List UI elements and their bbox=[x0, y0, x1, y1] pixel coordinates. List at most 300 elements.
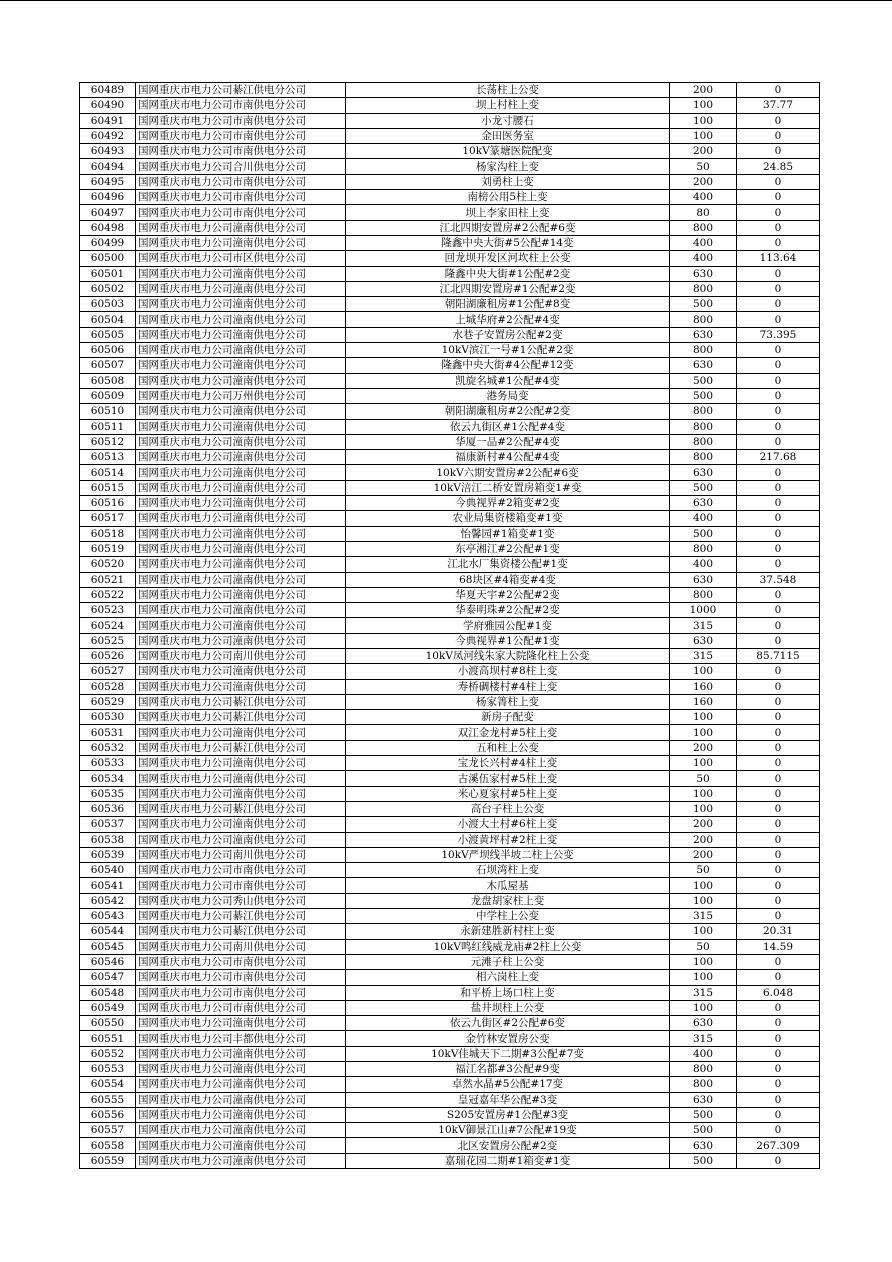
table-row bbox=[80, 434, 820, 449]
cell-capacity: 500 bbox=[670, 297, 737, 312]
cell-company: 国网重庆市电力公司市南供电分公司 bbox=[136, 190, 346, 205]
cell-capacity: 630 bbox=[670, 266, 737, 281]
cell-transformer-name: 元滩子柱上公变 bbox=[346, 954, 670, 969]
cell-transformer-name: 杨家箐柱上变 bbox=[346, 694, 670, 709]
cell-company: 国网重庆市电力公司潼南供电分公司 bbox=[136, 618, 346, 633]
cell-id: 60543 bbox=[80, 909, 136, 924]
cell-transformer-name: 朝阳湖廉租房#1公配#8变 bbox=[346, 297, 670, 312]
cell-id: 60552 bbox=[80, 1046, 136, 1061]
cell-id: 60540 bbox=[80, 863, 136, 878]
cell-transformer-name: 68块区#4箱变#4变 bbox=[346, 572, 670, 587]
cell-company: 国网重庆市电力公司南川供电分公司 bbox=[136, 648, 346, 663]
table-row bbox=[80, 1092, 820, 1107]
table-row bbox=[80, 970, 820, 985]
cell-transformer-name: 上城华府#2公配#4变 bbox=[346, 312, 670, 327]
cell-value: 0 bbox=[737, 113, 820, 128]
table-row bbox=[80, 557, 820, 572]
cell-capacity: 50 bbox=[670, 771, 737, 786]
table-row bbox=[80, 1077, 820, 1092]
cell-id: 60541 bbox=[80, 878, 136, 893]
table-row bbox=[80, 526, 820, 541]
table-row bbox=[80, 664, 820, 679]
cell-id: 60523 bbox=[80, 603, 136, 618]
cell-id: 60498 bbox=[80, 220, 136, 235]
cell-capacity: 500 bbox=[670, 373, 737, 388]
cell-transformer-name: 相六岗柱上变 bbox=[346, 970, 670, 985]
cell-company: 国网重庆市电力公司潼南供电分公司 bbox=[136, 1107, 346, 1122]
cell-capacity: 50 bbox=[670, 863, 737, 878]
cell-company: 国网重庆市电力公司潼南供电分公司 bbox=[136, 1077, 346, 1092]
cell-id: 60544 bbox=[80, 924, 136, 939]
cell-company: 国网重庆市电力公司市南供电分公司 bbox=[136, 174, 346, 189]
cell-value: 0 bbox=[737, 83, 820, 98]
cell-company: 国网重庆市电力公司丰都供电分公司 bbox=[136, 1031, 346, 1046]
cell-value: 0 bbox=[737, 817, 820, 832]
cell-value: 0 bbox=[737, 618, 820, 633]
cell-id: 60499 bbox=[80, 235, 136, 250]
cell-company: 国网重庆市电力公司潼南供电分公司 bbox=[136, 725, 346, 740]
cell-value: 0 bbox=[737, 710, 820, 725]
cell-id: 60548 bbox=[80, 985, 136, 1000]
cell-company: 国网重庆市电力公司潼南供电分公司 bbox=[136, 633, 346, 648]
table-row bbox=[80, 1031, 820, 1046]
table-row bbox=[80, 174, 820, 189]
table-row bbox=[80, 220, 820, 235]
cell-value: 217.68 bbox=[737, 450, 820, 465]
cell-capacity: 200 bbox=[670, 740, 737, 755]
table-row bbox=[80, 312, 820, 327]
cell-value: 0 bbox=[737, 1107, 820, 1122]
cell-capacity: 630 bbox=[670, 1092, 737, 1107]
cell-value: 0 bbox=[737, 496, 820, 511]
cell-company: 国网重庆市电力公司市南供电分公司 bbox=[136, 954, 346, 969]
cell-id: 60507 bbox=[80, 358, 136, 373]
cell-id: 60539 bbox=[80, 847, 136, 862]
cell-value: 0 bbox=[737, 511, 820, 526]
table-row bbox=[80, 893, 820, 908]
cell-transformer-name: 木瓜屋基 bbox=[346, 878, 670, 893]
cell-id: 60550 bbox=[80, 1016, 136, 1031]
cell-value: 0 bbox=[737, 465, 820, 480]
cell-id: 60503 bbox=[80, 297, 136, 312]
cell-transformer-name: 今典视界#2箱变#2变 bbox=[346, 496, 670, 511]
table-row bbox=[80, 205, 820, 220]
cell-transformer-name: 坝上李家田柱上变 bbox=[346, 205, 670, 220]
cell-id: 60502 bbox=[80, 281, 136, 296]
cell-capacity: 500 bbox=[670, 1123, 737, 1138]
cell-value: 0 bbox=[737, 480, 820, 495]
cell-id: 60514 bbox=[80, 465, 136, 480]
cell-company: 国网重庆市电力公司合川供电分公司 bbox=[136, 159, 346, 174]
cell-id: 60517 bbox=[80, 511, 136, 526]
cell-transformer-name: 10kV佳城天下二期#3公配#7变 bbox=[346, 1046, 670, 1061]
table-row bbox=[80, 83, 820, 98]
table-row bbox=[80, 1123, 820, 1138]
cell-value: 0 bbox=[737, 954, 820, 969]
cell-id: 60536 bbox=[80, 801, 136, 816]
cell-company: 国网重庆市电力公司潼南供电分公司 bbox=[136, 266, 346, 281]
cell-value: 37.548 bbox=[737, 572, 820, 587]
cell-company: 国网重庆市电力公司市南供电分公司 bbox=[136, 113, 346, 128]
cell-transformer-name: 华泰明珠#2公配#2变 bbox=[346, 603, 670, 618]
table-row bbox=[80, 343, 820, 358]
table-row bbox=[80, 98, 820, 113]
cell-capacity: 100 bbox=[670, 1000, 737, 1015]
cell-capacity: 200 bbox=[670, 83, 737, 98]
table-row bbox=[80, 281, 820, 296]
cell-id: 60510 bbox=[80, 404, 136, 419]
cell-id: 60538 bbox=[80, 832, 136, 847]
cell-capacity: 800 bbox=[670, 450, 737, 465]
cell-transformer-name: 依云九街区#2公配#6变 bbox=[346, 1016, 670, 1031]
cell-capacity: 50 bbox=[670, 159, 737, 174]
cell-value: 6.048 bbox=[737, 985, 820, 1000]
cell-id: 60496 bbox=[80, 190, 136, 205]
cell-transformer-name: 隆鑫中央大街#4公配#12变 bbox=[346, 358, 670, 373]
cell-company: 国网重庆市电力公司潼南供电分公司 bbox=[136, 1153, 346, 1168]
cell-company: 国网重庆市电力公司市南供电分公司 bbox=[136, 985, 346, 1000]
cell-value: 0 bbox=[737, 235, 820, 250]
cell-company: 国网重庆市电力公司綦江供电分公司 bbox=[136, 740, 346, 755]
cell-value: 0 bbox=[737, 266, 820, 281]
cell-id: 60515 bbox=[80, 480, 136, 495]
table-row bbox=[80, 1000, 820, 1015]
cell-capacity: 800 bbox=[670, 220, 737, 235]
table-row bbox=[80, 1062, 820, 1077]
cell-capacity: 800 bbox=[670, 587, 737, 602]
cell-id: 60554 bbox=[80, 1077, 136, 1092]
table-row bbox=[80, 373, 820, 388]
cell-company: 国网重庆市电力公司潼南供电分公司 bbox=[136, 358, 346, 373]
cell-value: 14.59 bbox=[737, 939, 820, 954]
cell-capacity: 100 bbox=[670, 725, 737, 740]
table-row bbox=[80, 725, 820, 740]
cell-value: 0 bbox=[737, 358, 820, 373]
cell-id: 60531 bbox=[80, 725, 136, 740]
cell-value: 0 bbox=[737, 144, 820, 159]
cell-transformer-name: 嘉瑞花园二期#1箱变#1变 bbox=[346, 1153, 670, 1168]
table-row bbox=[80, 954, 820, 969]
cell-transformer-name: 金竹林安置房公变 bbox=[346, 1031, 670, 1046]
cell-id: 60501 bbox=[80, 266, 136, 281]
table-row bbox=[80, 985, 820, 1000]
cell-value: 0 bbox=[737, 205, 820, 220]
cell-capacity: 800 bbox=[670, 404, 737, 419]
cell-capacity: 100 bbox=[670, 970, 737, 985]
cell-capacity: 400 bbox=[670, 251, 737, 266]
table-row bbox=[80, 419, 820, 434]
table-row bbox=[80, 1046, 820, 1061]
cell-id: 60522 bbox=[80, 587, 136, 602]
cell-company: 国网重庆市电力公司潼南供电分公司 bbox=[136, 281, 346, 296]
table-row bbox=[80, 465, 820, 480]
table-row bbox=[80, 710, 820, 725]
table-row bbox=[80, 909, 820, 924]
table-row bbox=[80, 450, 820, 465]
cell-transformer-name: 华夏天宇#2公配#2变 bbox=[346, 587, 670, 602]
cell-capacity: 1000 bbox=[670, 603, 737, 618]
cell-company: 国网重庆市电力公司綦江供电分公司 bbox=[136, 83, 346, 98]
table-row bbox=[80, 648, 820, 663]
cell-transformer-name: 朝阳湖廉租房#2公配#2变 bbox=[346, 404, 670, 419]
cell-value: 0 bbox=[737, 694, 820, 709]
cell-company: 国网重庆市电力公司潼南供电分公司 bbox=[136, 1016, 346, 1031]
cell-transformer-name: 10kV篆塘医院配变 bbox=[346, 144, 670, 159]
cell-value: 0 bbox=[737, 1016, 820, 1031]
cell-value: 0 bbox=[737, 1062, 820, 1077]
table-row bbox=[80, 603, 820, 618]
cell-value: 0 bbox=[737, 557, 820, 572]
cell-id: 60527 bbox=[80, 664, 136, 679]
cell-id: 60555 bbox=[80, 1092, 136, 1107]
table-row bbox=[80, 924, 820, 939]
cell-transformer-name: 10kV凤河线朱家大院隆化柱上公变 bbox=[346, 648, 670, 663]
cell-capacity: 800 bbox=[670, 343, 737, 358]
cell-transformer-name: 10kV鸣红线威龙庙#2柱上公变 bbox=[346, 939, 670, 954]
cell-value: 0 bbox=[737, 633, 820, 648]
cell-id: 60553 bbox=[80, 1062, 136, 1077]
cell-transformer-name: 和平桥上场口柱上变 bbox=[346, 985, 670, 1000]
cell-transformer-name: 新房子配变 bbox=[346, 710, 670, 725]
cell-transformer-name: 10kV六期安置房#2公配#6变 bbox=[346, 465, 670, 480]
cell-id: 60549 bbox=[80, 1000, 136, 1015]
cell-capacity: 630 bbox=[670, 358, 737, 373]
cell-id: 60506 bbox=[80, 343, 136, 358]
cell-value: 0 bbox=[737, 174, 820, 189]
cell-capacity: 500 bbox=[670, 1153, 737, 1168]
cell-transformer-name: 水巷子安置房公配#2变 bbox=[346, 327, 670, 342]
cell-company: 国网重庆市电力公司秀山供电分公司 bbox=[136, 893, 346, 908]
cell-transformer-name: 福江名都#3公配#9变 bbox=[346, 1062, 670, 1077]
cell-transformer-name: 凯旋名城#1公配#4变 bbox=[346, 373, 670, 388]
table-row bbox=[80, 740, 820, 755]
cell-id: 60529 bbox=[80, 694, 136, 709]
cell-id: 60489 bbox=[80, 83, 136, 98]
cell-value: 0 bbox=[737, 679, 820, 694]
table-row bbox=[80, 786, 820, 801]
cell-capacity: 315 bbox=[670, 1031, 737, 1046]
cell-company: 国网重庆市电力公司潼南供电分公司 bbox=[136, 297, 346, 312]
cell-company: 国网重庆市电力公司潼南供电分公司 bbox=[136, 832, 346, 847]
cell-company: 国网重庆市电力公司綦江供电分公司 bbox=[136, 924, 346, 939]
cell-transformer-name: 农业局集资楼箱变#1变 bbox=[346, 511, 670, 526]
cell-capacity: 400 bbox=[670, 557, 737, 572]
cell-id: 60497 bbox=[80, 205, 136, 220]
cell-company: 国网重庆市电力公司綦江供电分公司 bbox=[136, 909, 346, 924]
cell-transformer-name: 古溪伍家村#5柱上变 bbox=[346, 771, 670, 786]
cell-transformer-name: S205安置房#1公配#3变 bbox=[346, 1107, 670, 1122]
cell-capacity: 315 bbox=[670, 909, 737, 924]
cell-id: 60559 bbox=[80, 1153, 136, 1168]
cell-transformer-name: 中学柱上公变 bbox=[346, 909, 670, 924]
cell-id: 60542 bbox=[80, 893, 136, 908]
cell-id: 60519 bbox=[80, 541, 136, 556]
cell-capacity: 100 bbox=[670, 664, 737, 679]
table-row bbox=[80, 939, 820, 954]
table-row bbox=[80, 388, 820, 403]
transformer-table bbox=[79, 82, 820, 1169]
cell-value: 0 bbox=[737, 312, 820, 327]
table-row bbox=[80, 327, 820, 342]
cell-capacity: 315 bbox=[670, 618, 737, 633]
cell-value: 0 bbox=[737, 128, 820, 143]
cell-capacity: 50 bbox=[670, 939, 737, 954]
cell-id: 60495 bbox=[80, 174, 136, 189]
cell-id: 60513 bbox=[80, 450, 136, 465]
cell-transformer-name: 小渡大土村#6柱上变 bbox=[346, 817, 670, 832]
cell-company: 国网重庆市电力公司市南供电分公司 bbox=[136, 128, 346, 143]
table-row bbox=[80, 679, 820, 694]
cell-id: 60556 bbox=[80, 1107, 136, 1122]
cell-value: 0 bbox=[737, 434, 820, 449]
table-row bbox=[80, 863, 820, 878]
cell-value: 0 bbox=[737, 756, 820, 771]
table-body bbox=[80, 83, 820, 1169]
cell-value: 0 bbox=[737, 373, 820, 388]
cell-company: 国网重庆市电力公司潼南供电分公司 bbox=[136, 679, 346, 694]
cell-value: 0 bbox=[737, 725, 820, 740]
cell-id: 60518 bbox=[80, 526, 136, 541]
cell-id: 60492 bbox=[80, 128, 136, 143]
cell-value: 0 bbox=[737, 847, 820, 862]
cell-capacity: 630 bbox=[670, 1016, 737, 1031]
cell-company: 国网重庆市电力公司潼南供电分公司 bbox=[136, 434, 346, 449]
cell-id: 60490 bbox=[80, 98, 136, 113]
cell-capacity: 100 bbox=[670, 113, 737, 128]
cell-id: 60525 bbox=[80, 633, 136, 648]
cell-value: 0 bbox=[737, 786, 820, 801]
table-row bbox=[80, 266, 820, 281]
cell-company: 国网重庆市电力公司市区供电分公司 bbox=[136, 251, 346, 266]
cell-capacity: 800 bbox=[670, 1062, 737, 1077]
cell-value: 0 bbox=[737, 526, 820, 541]
table-row bbox=[80, 832, 820, 847]
cell-id: 60516 bbox=[80, 496, 136, 511]
cell-company: 国网重庆市电力公司潼南供电分公司 bbox=[136, 1138, 346, 1153]
cell-transformer-name: 依云九街区#1公配#4变 bbox=[346, 419, 670, 434]
cell-value: 24.85 bbox=[737, 159, 820, 174]
cell-id: 60505 bbox=[80, 327, 136, 342]
cell-capacity: 800 bbox=[670, 312, 737, 327]
cell-company: 国网重庆市电力公司潼南供电分公司 bbox=[136, 1123, 346, 1138]
table-row bbox=[80, 771, 820, 786]
cell-company: 国网重庆市电力公司市南供电分公司 bbox=[136, 863, 346, 878]
cell-transformer-name: 北区安置房公配#2变 bbox=[346, 1138, 670, 1153]
cell-id: 60558 bbox=[80, 1138, 136, 1153]
cell-transformer-name: 坝上村柱上变 bbox=[346, 98, 670, 113]
cell-capacity: 200 bbox=[670, 144, 737, 159]
cell-company: 国网重庆市电力公司潼南供电分公司 bbox=[136, 526, 346, 541]
cell-capacity: 315 bbox=[670, 648, 737, 663]
cell-value: 0 bbox=[737, 863, 820, 878]
cell-transformer-name: 杨家沟柱上变 bbox=[346, 159, 670, 174]
table-row bbox=[80, 572, 820, 587]
cell-value: 0 bbox=[737, 220, 820, 235]
cell-transformer-name: 小龙寸腰石 bbox=[346, 113, 670, 128]
cell-capacity: 100 bbox=[670, 128, 737, 143]
cell-capacity: 630 bbox=[670, 465, 737, 480]
cell-id: 60551 bbox=[80, 1031, 136, 1046]
cell-transformer-name: 米心夏家村#5柱上变 bbox=[346, 786, 670, 801]
page-top-rule bbox=[0, 0, 892, 1]
cell-capacity: 100 bbox=[670, 893, 737, 908]
table-row bbox=[80, 358, 820, 373]
cell-transformer-name: 寿桥碉楼村#4柱上变 bbox=[346, 679, 670, 694]
cell-value: 20.31 bbox=[737, 924, 820, 939]
cell-company: 国网重庆市电力公司潼南供电分公司 bbox=[136, 496, 346, 511]
cell-capacity: 400 bbox=[670, 190, 737, 205]
cell-capacity: 200 bbox=[670, 817, 737, 832]
cell-company: 国网重庆市电力公司潼南供电分公司 bbox=[136, 480, 346, 495]
cell-company: 国网重庆市电力公司潼南供电分公司 bbox=[136, 756, 346, 771]
cell-capacity: 500 bbox=[670, 388, 737, 403]
cell-value: 73.395 bbox=[737, 327, 820, 342]
table-row bbox=[80, 235, 820, 250]
table-row bbox=[80, 633, 820, 648]
cell-value: 37.77 bbox=[737, 98, 820, 113]
cell-capacity: 100 bbox=[670, 786, 737, 801]
cell-transformer-name: 东亭湘江#2公配#1变 bbox=[346, 541, 670, 556]
cell-transformer-name: 卓然水晶#5公配#17变 bbox=[346, 1077, 670, 1092]
cell-id: 60508 bbox=[80, 373, 136, 388]
cell-value: 0 bbox=[737, 970, 820, 985]
cell-value: 0 bbox=[737, 419, 820, 434]
table-row bbox=[80, 801, 820, 816]
cell-company: 国网重庆市电力公司潼南供电分公司 bbox=[136, 1046, 346, 1061]
cell-transformer-name: 回龙坝开发区河坎柱上公变 bbox=[346, 251, 670, 266]
cell-id: 60546 bbox=[80, 954, 136, 969]
table-row bbox=[80, 144, 820, 159]
cell-transformer-name: 皇冠嘉年华公配#3变 bbox=[346, 1092, 670, 1107]
table-row bbox=[80, 847, 820, 862]
cell-capacity: 400 bbox=[670, 235, 737, 250]
cell-capacity: 100 bbox=[670, 801, 737, 816]
cell-transformer-name: 港务局变 bbox=[346, 388, 670, 403]
cell-company: 国网重庆市电力公司南川供电分公司 bbox=[136, 939, 346, 954]
cell-transformer-name: 隆鑫中央大街#1公配#2变 bbox=[346, 266, 670, 281]
cell-id: 60500 bbox=[80, 251, 136, 266]
cell-company: 国网重庆市电力公司潼南供电分公司 bbox=[136, 817, 346, 832]
cell-company: 国网重庆市电力公司市南供电分公司 bbox=[136, 144, 346, 159]
table-row bbox=[80, 159, 820, 174]
cell-capacity: 500 bbox=[670, 1107, 737, 1122]
table-row bbox=[80, 1016, 820, 1031]
table-row bbox=[80, 1138, 820, 1153]
cell-value: 0 bbox=[737, 587, 820, 602]
cell-transformer-name: 10kV涪江二桥安置房箱变1#变 bbox=[346, 480, 670, 495]
cell-transformer-name: 龙盘胡家柱上变 bbox=[346, 893, 670, 908]
cell-company: 国网重庆市电力公司市南供电分公司 bbox=[136, 205, 346, 220]
cell-id: 60520 bbox=[80, 557, 136, 572]
cell-capacity: 800 bbox=[670, 419, 737, 434]
cell-value: 0 bbox=[737, 1000, 820, 1015]
cell-company: 国网重庆市电力公司潼南供电分公司 bbox=[136, 312, 346, 327]
cell-value: 0 bbox=[737, 404, 820, 419]
table-row bbox=[80, 756, 820, 771]
table-row bbox=[80, 251, 820, 266]
cell-capacity: 100 bbox=[670, 710, 737, 725]
cell-value: 267.309 bbox=[737, 1138, 820, 1153]
cell-transformer-name: 刘勇柱上变 bbox=[346, 174, 670, 189]
cell-company: 国网重庆市电力公司潼南供电分公司 bbox=[136, 664, 346, 679]
cell-transformer-name: 双江金龙村#5柱上变 bbox=[346, 725, 670, 740]
table-row bbox=[80, 480, 820, 495]
cell-capacity: 100 bbox=[670, 954, 737, 969]
cell-transformer-name: 五和柱上公变 bbox=[346, 740, 670, 755]
cell-id: 60493 bbox=[80, 144, 136, 159]
table-row bbox=[80, 128, 820, 143]
cell-capacity: 100 bbox=[670, 924, 737, 939]
